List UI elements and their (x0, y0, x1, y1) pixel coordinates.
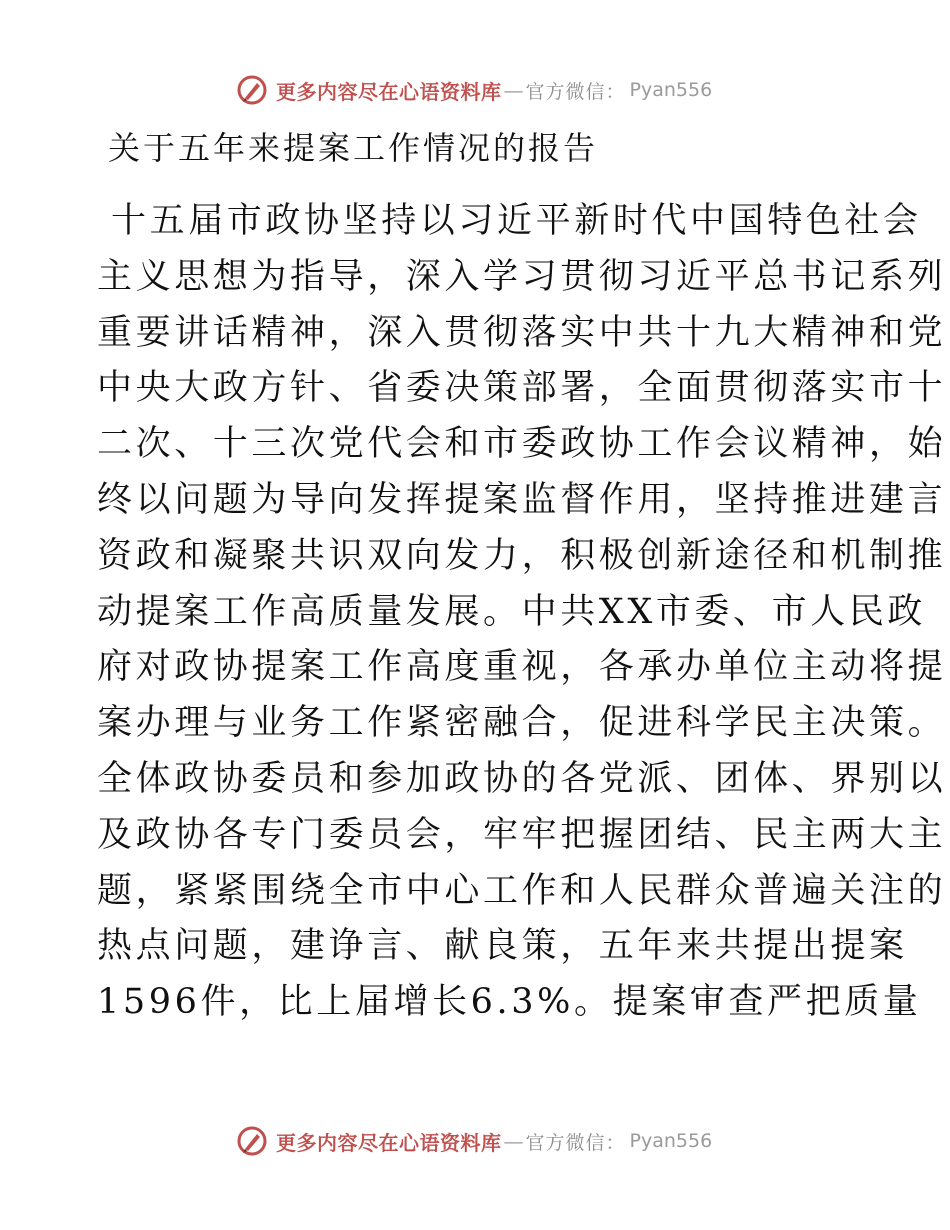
body-line: 终以问题为导向发挥提案监督作用，坚持推进建言 (97, 479, 947, 520)
watermark-wechat-label: 官方微信： (525, 80, 626, 103)
body-line: 题，紧紧围绕全市中心工作和人民群众普遍关注的 (97, 870, 947, 911)
quill-logo-icon (236, 1125, 268, 1157)
body-line: 二次、十三次党代会和市委政协工作会议精神，始 (97, 424, 947, 465)
watermark-wechat-id: Pyan556 (629, 1130, 713, 1152)
body-line: 动提案工作高质量发展。中共XX市委、市人民政 (97, 591, 927, 632)
body-line: 中央大政方针、省委决策部署，全面贯彻落实市十 (97, 368, 947, 409)
body-line: 资政和凝聚共识双向发力，积极创新途径和机制推 (97, 535, 947, 576)
watermark-site-name: 更多内容尽在心语资料库 (276, 79, 502, 104)
body-line: 主义思想为指导，深入学习贯彻习近平总书记系列 (97, 256, 947, 297)
watermark-wechat-id: Pyan556 (629, 79, 713, 101)
footer-watermark (236, 1123, 712, 1159)
header-watermark (236, 72, 712, 108)
body-line: 全体政协委员和参加政协的各党派、团体、界别以 (97, 758, 947, 799)
watermark-dash: — (503, 1129, 524, 1153)
body-line: 1596件，比上届增长6.3%。提案审查严把质量 (97, 982, 922, 1023)
body-line: 及政协各专门委员会，牢牢把握团结、民主两大主 (97, 814, 947, 855)
body-line: 案办理与业务工作紧密融合，促进科学民主决策。 (97, 703, 947, 744)
body-line: 热点问题，建诤言、献良策，五年来共提出提案 (97, 926, 908, 967)
document-body (97, 194, 947, 1031)
document-title: 关于五年来提案工作情况的报告 (108, 129, 599, 167)
quill-logo-icon (236, 74, 268, 106)
body-line: 重要讲话精神，深入贯彻落实中共十九大精神和党 (97, 312, 947, 353)
watermark-site-name: 更多内容尽在心语资料库 (276, 1130, 502, 1155)
watermark-dash: — (503, 78, 524, 102)
body-line: 府对政协提案工作高度重视，各承办单位主动将提 (97, 647, 947, 688)
watermark-wechat-label: 官方微信： (525, 1131, 626, 1154)
body-line: 十五届市政协坚持以习近平新时代中国特色社会 (111, 201, 922, 241)
